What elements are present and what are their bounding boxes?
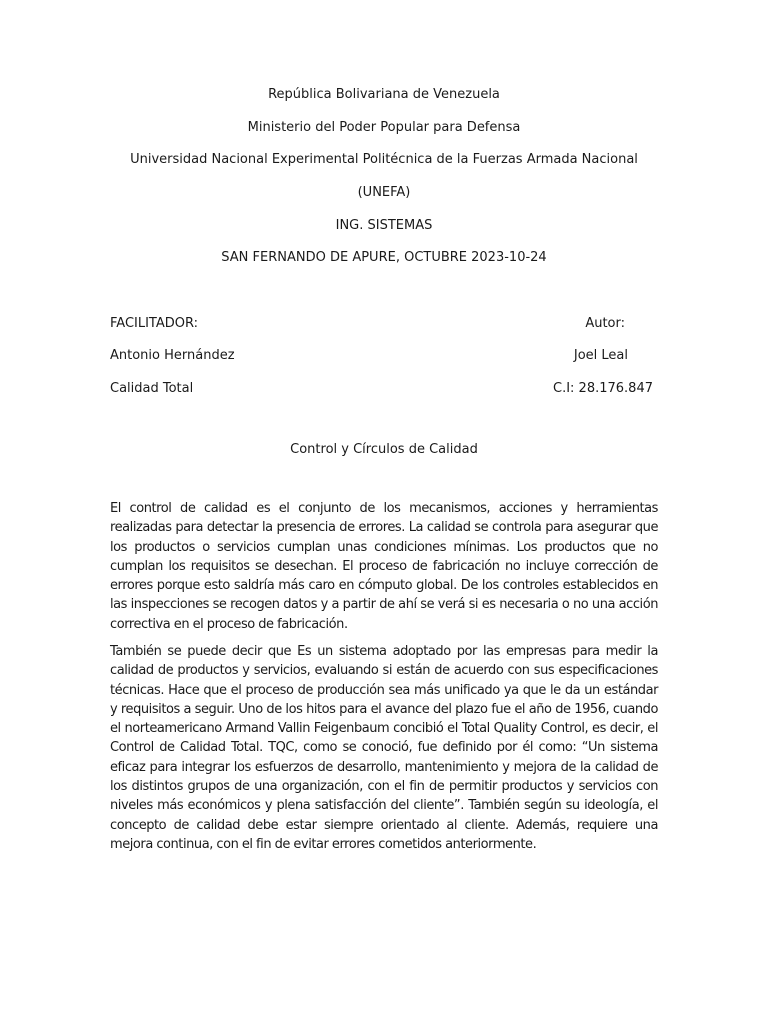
document-title: Control y Círculos de Calidad	[290, 442, 478, 457]
header-ministry: Ministerio del Poder Popular para Defensa	[247, 120, 521, 135]
header-university: Universidad Nacional Experimental Politécnica de la Fuerzas Armada Nacional	[130, 152, 638, 167]
header-republic: República Bolivariana de Venezuela	[268, 87, 500, 102]
author-name: Joel Leal	[573, 348, 628, 363]
author-label: Autor:	[585, 316, 625, 331]
paragraph-1: El control de calidad es el conjunto de los mecanismos, acciones y herramientas realizadas para detectar la presencia de errores. La calidad se controla para asegurar que los productos o servicios cumplan unas condiciones mínimas. Los productos que no cumplan los requisitos se desechan. El proceso de fabricación no incluye corrección de errores porque esto saldría más caro en cómputo global. De los controles establecidos en las inspecciones se recogen datos y a partir de ahí se verá si es necesaria o no una acción correctiva en el proceso de fabricación.	[110, 501, 658, 632]
facilitator-name: Antonio Hernández	[110, 348, 235, 363]
paragraph-2: También se puede decir que Es un sistema adoptado por las empresas para medir la calidad de productos y servicios, evaluando si están de acuerdo con sus especificaciones técnicas. Hace que el proceso de producción sea más unificado ya que le da un estándar y requisitos a seguir. Uno de los hitos para el avance del plazo fue el año de 1956, cuando el norteamericano Armand Vallin Feigenbaum concibió el Total Quality Control, es decir, el Control de Calidad Total. TQC, como se conoció, fue definido por él como: “Un sistema eficaz para integrar los esfuerzos de desarrollo, mantenimiento y mejora de la calidad de los distintos grupos de una organización, con el fin de permitir productos y servicios con niveles más económicos y plena satisfacción del cliente”. También según su ideología, el concepto de calidad debe estar siempre orientado al cliente. Además, requiere una mejora continua, con el fin de evitar errores cometidos anteriormente.	[110, 644, 658, 852]
header-acronym: (UNEFA)	[357, 185, 411, 200]
header-career: ING. SISTEMAS	[335, 218, 433, 233]
author-id: C.I: 28.176.847	[553, 381, 653, 396]
header-location-date: SAN FERNANDO DE APURE, OCTUBRE 2023-10-24	[221, 250, 547, 265]
facilitator-label: FACILITADOR:	[110, 316, 199, 331]
subject-name: Calidad Total	[110, 381, 194, 396]
